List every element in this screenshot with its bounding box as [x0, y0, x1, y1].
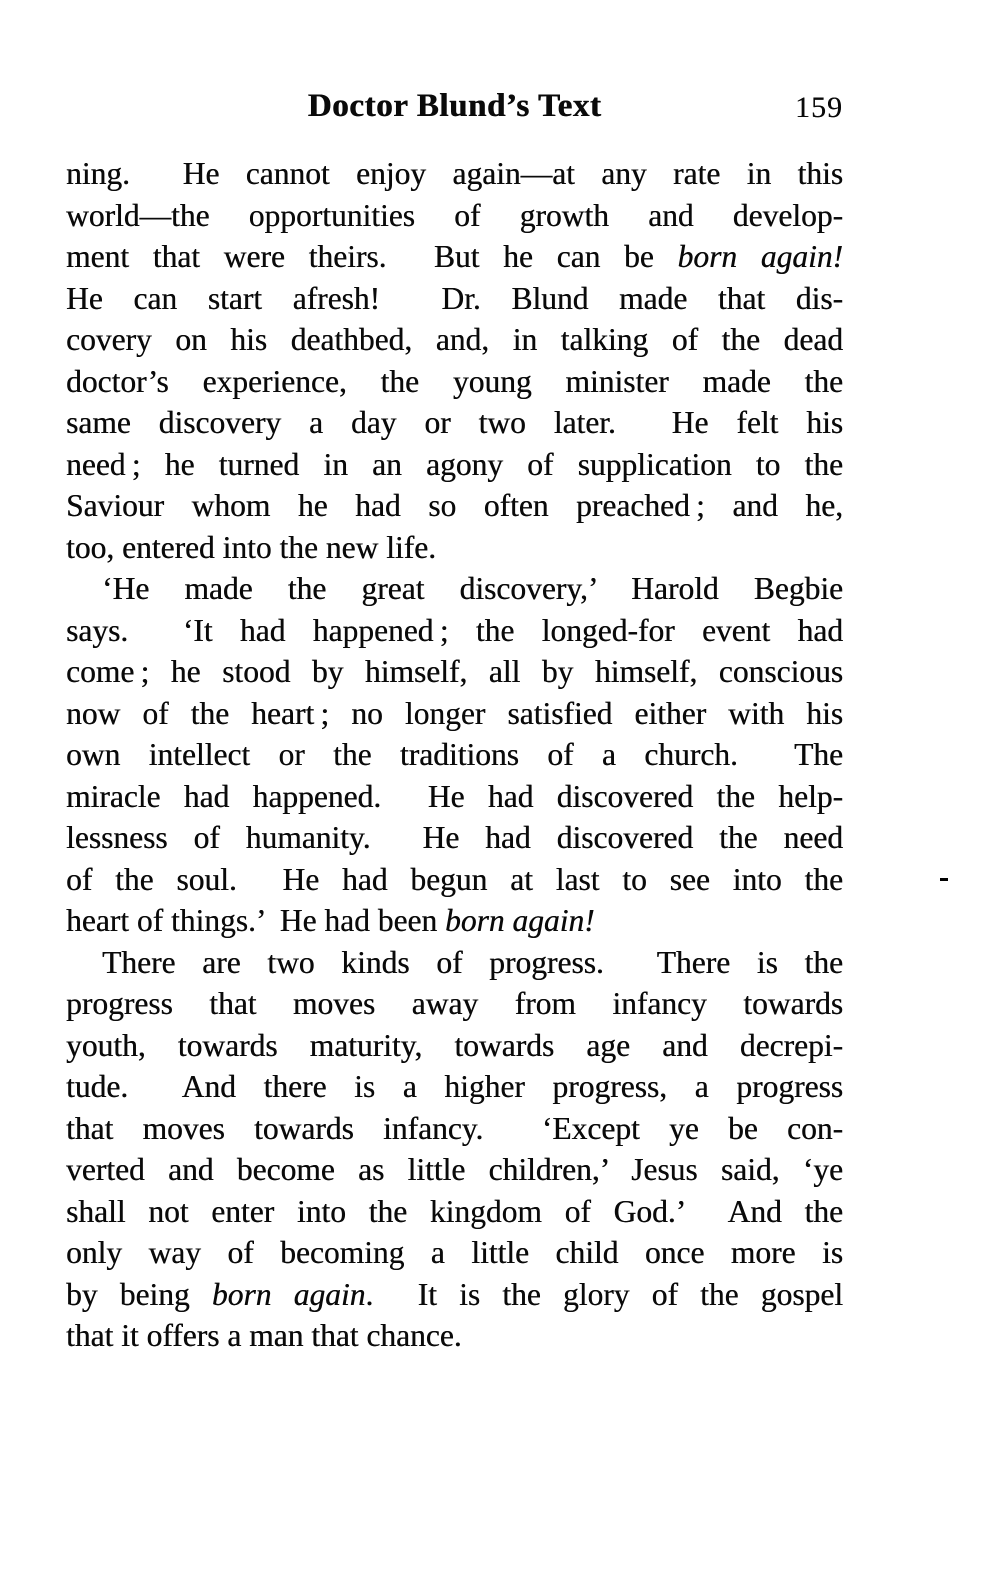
text-segment: progress that moves away from infancy towards [66, 986, 843, 1021]
text-line [66, 1066, 843, 1108]
text-segment: come ; he stood by himself, all by himself, conscious [66, 654, 843, 689]
text-segment: ning. He cannot enjoy again—at any rate in this [66, 156, 843, 191]
text-line [66, 195, 843, 237]
text-line [66, 693, 843, 735]
text-line [66, 1025, 843, 1067]
text-segment: lessness of humanity. He had discovered the need [66, 820, 843, 855]
text-line [66, 859, 843, 901]
text-segment: He can start afresh! Dr. Blund made that dis- [66, 280, 843, 316]
text-line [66, 900, 843, 942]
text-line [66, 610, 843, 652]
page-header [66, 88, 843, 132]
text-line [66, 983, 843, 1025]
text-line [66, 402, 843, 444]
text-segment: ment that were theirs. But he can be [66, 239, 678, 274]
italic-phrase: born again! [677, 239, 844, 274]
body-text [66, 153, 843, 1357]
text-line [66, 776, 843, 818]
italic-phrase: born again! [445, 903, 595, 938]
text-segment: says. ‘It had happened ; the longed-for event had [66, 612, 843, 648]
text-line [66, 568, 843, 610]
text-line [66, 1315, 843, 1357]
text-segment: by being [66, 1276, 212, 1312]
text-line [66, 319, 843, 361]
ink-speck-artifact [940, 878, 948, 881]
text-line [66, 817, 843, 859]
running-head-title: Doctor Blund’s Text [307, 88, 602, 124]
text-segment: world—the opportunities of growth and develop- [66, 197, 843, 233]
text-segment: same discovery a day or two later. He felt his [66, 405, 843, 440]
text-segment: There are two kinds of progress. There is the [102, 944, 843, 980]
text-segment: youth, towards maturity, towards age and decrepi- [66, 1027, 843, 1063]
page-number: 159 [795, 91, 843, 124]
text-segment: now of the heart ; no longer satisfied either with his [66, 695, 843, 731]
text-segment: of the soul. He had begun at last to see into the [66, 861, 843, 897]
text-line [66, 485, 843, 527]
text-line [66, 361, 843, 403]
text-segment: shall not enter into the kingdom of God.’ And the [66, 1193, 843, 1229]
italic-phrase: born again [211, 1276, 366, 1312]
text-line [66, 1108, 843, 1150]
text-segment: need ; he turned in an agony of supplication to the [66, 446, 843, 482]
text-segment: too, entered into the new life. [66, 529, 437, 565]
text-segment: tude. And there is a higher progress, a progress [66, 1069, 843, 1104]
text-line [66, 942, 843, 984]
text-line [66, 651, 843, 693]
text-line [66, 236, 843, 278]
text-segment: that moves towards infancy. ‘Except ye be con- [66, 1110, 843, 1146]
text-segment: heart of things.’ He had been [66, 903, 446, 938]
text-line [66, 153, 843, 195]
text-segment: that it offers a man that chance. [66, 1318, 462, 1353]
text-segment: Saviour whom he had so often preached ; and he, [66, 488, 843, 523]
text-segment: miracle had happened. He had discovered the help- [66, 778, 843, 814]
text-line [66, 1191, 843, 1233]
text-segment: . It is the glory of the gospel [365, 1276, 844, 1312]
text-line [66, 1274, 843, 1316]
text-segment: doctor’s experience, the young minister made the [66, 363, 843, 399]
text-line [66, 734, 843, 776]
text-line [66, 1149, 843, 1191]
text-segment: ‘He made the great discovery,’ Harold Begbie [102, 571, 843, 606]
text-line [66, 278, 843, 320]
text-line [66, 527, 843, 569]
text-segment: verted and become as little children,’ Jesus said, ‘ye [66, 1152, 843, 1187]
text-segment: own intellect or the traditions of a church. The [66, 737, 843, 772]
text-segment: covery on his deathbed, and, in talking of the dead [66, 322, 843, 357]
text-line [66, 1232, 843, 1274]
text-segment: only way of becoming a little child once more is [66, 1235, 843, 1270]
text-line [66, 444, 843, 486]
